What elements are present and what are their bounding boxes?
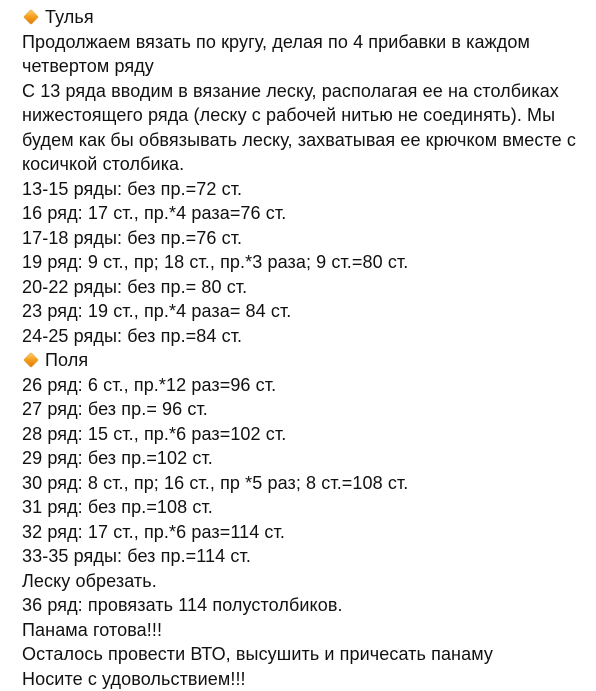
paragraph-knit-in-round: Продолжаем вязать по кругу, делая по 4 прибавки в каждом четвертом ряду <box>22 30 582 79</box>
instruction-row: 13-15 ряды: без пр.=72 ст. <box>22 177 596 202</box>
paragraph-fishing-line: С 13 ряда вводим в вязание леску, располагая ее на столбиках нижестоящего ряда (леску с рабочей нитью не соединять). Мы будем как бы обвязывать леску, захватывая ее крючком вместе с косичкой столбика. <box>22 79 582 177</box>
instruction-row: 24-25 ряды: без пр.=84 ст. <box>22 324 596 349</box>
instruction-row: Осталось провести ВТО, высушить и причесать панаму <box>22 642 596 667</box>
instruction-row: 31 ряд: без пр.=108 ст. <box>22 495 596 520</box>
orange-diamond-icon <box>24 353 38 367</box>
instruction-row: Панама готова!!! <box>22 618 596 643</box>
section-heading-label: Поля <box>45 348 88 373</box>
instruction-row: 36 ряд: провязать 114 полустолбиков. <box>22 593 596 618</box>
instruction-row: 33-35 ряды: без пр.=114 ст. <box>22 544 596 569</box>
section-heading-label: Тулья <box>45 5 94 30</box>
instruction-row: Носите с удовольствием!!! <box>22 667 596 691</box>
instruction-row: 29 ряд: без пр.=102 ст. <box>22 446 596 471</box>
orange-diamond-icon <box>24 10 38 24</box>
instruction-row: 26 ряд: 6 ст., пр.*12 раз=96 ст. <box>22 373 596 398</box>
instruction-row: 28 ряд: 15 ст., пр.*6 раз=102 ст. <box>22 422 596 447</box>
section-heading-polya <box>22 348 596 373</box>
instruction-row: 27 ряд: без пр.= 96 ст. <box>22 397 596 422</box>
instruction-row: 16 ряд: 17 ст., пр.*4 раза=76 ст. <box>22 201 596 226</box>
instruction-row: 30 ряд: 8 ст., пр; 16 ст., пр *5 раз; 8 ст.=108 ст. <box>22 471 596 496</box>
instruction-row: 17-18 ряды: без пр.=76 ст. <box>22 226 596 251</box>
section-heading-tulya <box>22 5 596 30</box>
instruction-row: 23 ряд: 19 ст., пр.*4 раза= 84 ст. <box>22 299 596 324</box>
instruction-row: Леску обрезать. <box>22 569 596 594</box>
instruction-row: 19 ряд: 9 ст., пр; 18 ст., пр.*3 раза; 9 ст.=80 ст. <box>22 250 596 275</box>
instruction-row: 32 ряд: 17 ст., пр.*6 раз=114 ст. <box>22 520 596 545</box>
instruction-row: 20-22 ряды: без пр.= 80 ст. <box>22 275 596 300</box>
